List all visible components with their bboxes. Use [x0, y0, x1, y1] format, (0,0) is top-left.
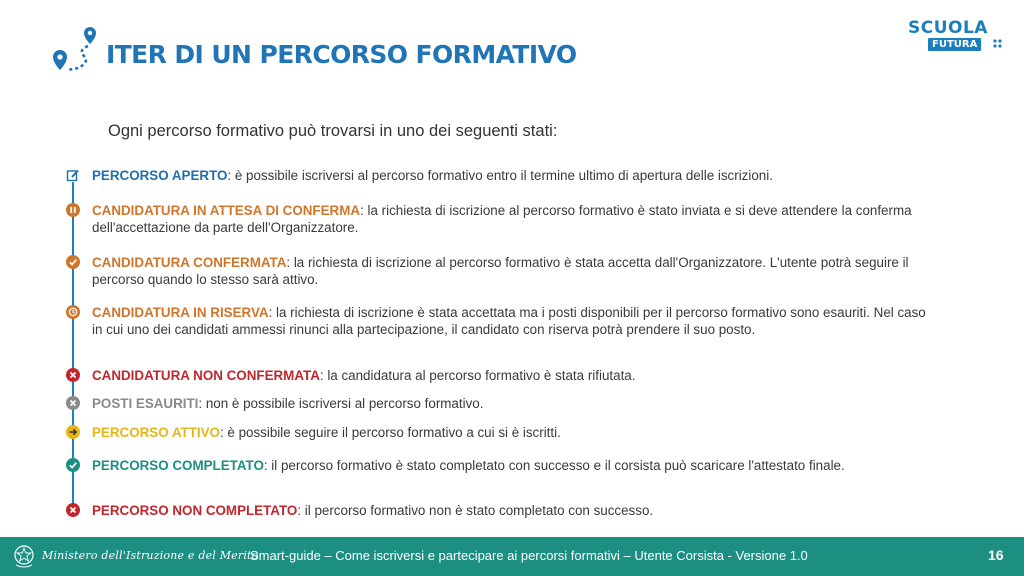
state-label: CANDIDATURA NON CONFERMATA: [92, 368, 320, 383]
state-label: CANDIDATURA IN RISERVA: [92, 305, 269, 320]
state-description: : il percorso formativo è stato completato con successo e il corsista può scaricare l'attestato finale.: [263, 458, 845, 473]
state-item-percorso-aperto: [92, 167, 932, 184]
ministry-name: Ministero dell'Istruzione e del Merito: [42, 549, 259, 562]
state-description: : la richiesta di iscrizione è stata accettata ma i posti disponibili per il percorso formativo sono esauriti. Nel caso in cui uno dei candidati ammessi rinunci alla partecipazione, il candidato con riserva potrà prendere il suo posto.: [92, 305, 926, 337]
state-label: CANDIDATURA IN ATTESA DI CONFERMA: [92, 203, 361, 218]
state-description: : la richiesta di iscrizione al percorso formativo è stata accetta dall'Organizzatore. L'utente potrà seguire il percorso quando lo stesso sarà attivo.: [92, 255, 909, 287]
logo-top-text: SCUOLA: [908, 18, 988, 38]
state-label: PERCORSO NON COMPLETATO: [92, 503, 298, 518]
check-icon: [66, 255, 80, 269]
page-number: 16: [988, 547, 1004, 563]
cross-icon: [66, 396, 80, 410]
state-item-percorso-attivo: [92, 424, 932, 441]
cross-icon: [66, 503, 80, 517]
state-description: : è possibile iscriversi al percorso formativo entro il termine ultimo di apertura delle iscrizioni.: [227, 168, 773, 183]
state-item-candidatura-in-riserva: [92, 304, 932, 338]
arrow-right-icon: [66, 425, 80, 439]
guide-title: Smart-guide – Come iscriversi e partecipare ai percorsi formativi – Utente Corsista - Versione 1.0: [250, 548, 808, 563]
state-description: : non è possibile iscriversi al percorso formativo.: [198, 396, 484, 411]
state-item-candidatura-non-confermata: [92, 367, 932, 384]
cross-icon: [66, 368, 80, 382]
state-description: : il percorso formativo non è stato completato con successo.: [297, 503, 654, 518]
slide-header: [50, 24, 577, 76]
edit-icon: [66, 168, 80, 182]
state-description: : la richiesta di iscrizione al percorso formativo è stato inviata e si deve attendere la conferma dell'accettazione da parte dell'Organizzatore.: [92, 203, 912, 235]
state-description: : la candidatura al percorso formativo è stata rifiutata.: [319, 368, 636, 383]
republic-emblem-icon: [12, 543, 36, 569]
state-description: : è possibile seguire il percorso formativo a cui si è iscritti.: [219, 425, 561, 440]
state-item-percorso-completato: [92, 457, 932, 474]
check-icon: [66, 458, 80, 472]
state-label: PERCORSO ATTIVO: [92, 425, 220, 440]
slide-footer: [0, 537, 1024, 576]
state-label: CANDIDATURA CONFERMATA: [92, 255, 287, 270]
scuola-futura-logo: [908, 20, 1004, 54]
state-item-percorso-non-completato: [92, 502, 932, 519]
page-title: ITER DI UN PERCORSO FORMATIVO: [106, 39, 577, 69]
state-item-candidatura-confermata: [92, 254, 932, 288]
state-item-candidatura-in-attesa: [92, 202, 932, 236]
state-label: POSTI ESAURITI: [92, 396, 199, 411]
clock-icon: [66, 305, 80, 319]
route-pin-icon: [50, 24, 102, 76]
logo-bottom-text: FUTURA: [928, 38, 981, 51]
logo-dots-icon: [992, 38, 1004, 50]
pause-icon: [66, 203, 80, 217]
intro-text: Ogni percorso formativo può trovarsi in uno dei seguenti stati:: [108, 122, 558, 140]
state-label: PERCORSO COMPLETATO: [92, 458, 264, 473]
state-label: PERCORSO APERTO: [92, 168, 228, 183]
state-item-posti-esauriti: [92, 395, 932, 412]
